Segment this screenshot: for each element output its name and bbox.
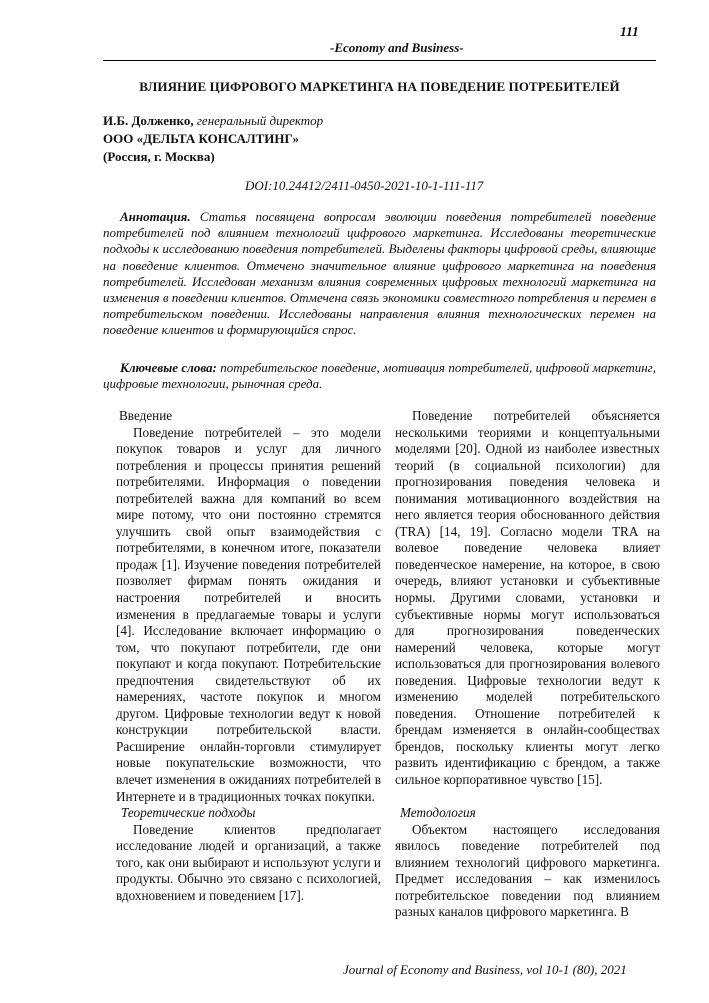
abstract-label: Аннотация.: [120, 209, 191, 224]
section-heading-theory: Теоретические подходы: [121, 805, 256, 821]
doi: DOI:10.24412/2411-0450-2021-10-1-111-117: [245, 178, 484, 193]
paragraph-theories: Поведение потребителей объясняется несколькими теориями и концептуальными моделями [20]. Одной из наиболее известных теорий (в социальной психологии) для прогнозирования поведения человека и понимания мотивационного воздействия на него является теория обоснованного действия (TRA) [14, 19]. Согласно модели TRA на волевое поведение человека влияет поведенческое намерение, на которое, в свою очередь, влияют установки и субъективные нормы. Другими словами, установки и субъективные нормы могут использоваться для прогнозирования поведенческих намерений человека, которые могут использоваться для прогнозирования волевого поведения. Цифровые технологии ведут к изменению моделей потребительского поведения. Отношение потребителей к брендам изменяется в онлайн-сообществах брендов, поскольку клиенты могут легко развить идентификацию с брендом, а также сильное корпоративное чувство [15].: [395, 408, 660, 788]
author-location: (Россия, г. Москва): [103, 149, 215, 164]
spacer: [395, 789, 660, 806]
running-head: -Economy and Business-: [330, 40, 464, 55]
keywords: [103, 360, 656, 392]
author-organization: ООО «ДЕЛЬТА КОНСАЛТИНГ»: [103, 131, 299, 146]
header-rule: [103, 60, 656, 61]
author-name: И.Б. Долженко,: [103, 113, 194, 128]
left-column: [116, 408, 381, 904]
paragraph-methodology: Объектом настоящего исследования явилось поведение потребителей под влиянием технологий цифрового маркетинга. Предмет исследования – как изменилось потребительское поведении под влиянием разных каналов цифрового маркетинга. В: [395, 821, 660, 920]
abstract-text: Статья посвящена вопросам эволюции поведения потребителей поведение потребителей под влиянием технологий цифрового маркетинга. Исследованы теоретические подходы к исследованию поведения потребителей. Выделены факторы цифровой среды, влияющие на поведение клиентов. Отмечено значительное влияние цифрового маркетинга на поведения потребителей. Исследован механизм влияния современных цифровых технологий маркетинга на изменения в поведении клиентов. Отмечена связь экономики совместного потребления и перемен в потребительском поведении. Исследованы направления влияния технологических перемен на поведение клиентов и формирующийся спрос.: [103, 209, 656, 338]
author-position: генеральный директор: [193, 113, 324, 128]
section-heading-methodology: Методология: [400, 805, 476, 821]
paragraph-introduction: Поведение потребителей – это модели покупок товаров и услуг для личного потребления и процессы принятия решений потребителями. Информация о поведении потребителей важна для компаний во всем мире потому, что они постоянно стремятся улучшить свой опыт взаимодействия с потребителями, в конечном итоге, показатели продаж [1]. Изучение поведения потребителей позволяет фирмам понять ожидания и настроения потребителей и вносить изменения в предлагаемые товары и услуги [4]. Исследование включает информацию о том, что покупают потребители, где они покупают и когда покупают. Потребительские предпочтения свидетельствуют об их намерениях, частоте покупок и многом другом. Цифровые технологии ведут к новой конструкции потребительской власти. Расширение онлайн-торговли стимулирует новые покупательские возможности, что влечет изменения в ожиданиях потребителей в Интернете и в традиционных точках покупки.: [116, 424, 381, 804]
page-number: 111: [620, 24, 639, 39]
paragraph-theory: Поведение клиентов предполагает исследование людей и организаций, а также того, как они выбирают и используют услуги и продукты. Обычно это связано с психологией, вдохновением и поведением [17].: [116, 821, 381, 903]
right-column: [395, 408, 660, 921]
section-heading-introduction: Введение: [119, 408, 173, 423]
keywords-text: потребительское поведение, мотивация потребителей, цифровой маркетинг, цифровые технологии, рыночная среда.: [103, 360, 656, 392]
author-block: [103, 112, 323, 166]
author-line: [103, 112, 323, 130]
article-title: ВЛИЯНИЕ ЦИФРОВОГО МАРКЕТИНГА НА ПОВЕДЕНИЕ ПОТРЕБИТЕЛЕЙ: [139, 79, 620, 94]
keywords-label: Ключевые слова:: [120, 360, 217, 375]
abstract: [103, 209, 656, 339]
journal-footer: Journal of Economy and Business, vol 10-1 (80), 2021: [343, 962, 627, 977]
